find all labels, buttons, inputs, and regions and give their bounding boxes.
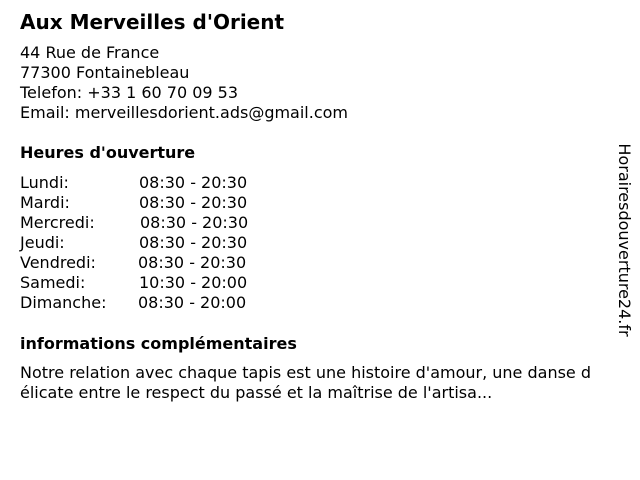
hours-row-thursday bbox=[20, 233, 600, 253]
day-label: Mardi: bbox=[20, 193, 70, 212]
phone-number: Telefon: +33 1 60 70 09 53 bbox=[20, 83, 239, 102]
time-range: 08:30 - 20:30 bbox=[140, 213, 249, 232]
day-label: Vendredi: bbox=[20, 253, 96, 272]
time-range: 08:30 - 20:30 bbox=[139, 193, 248, 212]
info-description: Notre relation avec chaque tapis est une histoire d'amour, une danse délicate entre le respect du passé et la maîtrise de l'artisa... bbox=[20, 363, 592, 402]
day-label: Lundi: bbox=[20, 173, 69, 192]
business-name: Aux Merveilles d'Orient bbox=[20, 10, 285, 34]
time-range: 08:30 - 20:00 bbox=[138, 293, 247, 312]
day-label: Jeudi: bbox=[20, 233, 65, 252]
contact-block bbox=[20, 43, 600, 123]
hours-row-saturday bbox=[20, 273, 600, 293]
hours-heading: Heures d'ouverture bbox=[20, 143, 196, 162]
day-label: Dimanche: bbox=[20, 293, 107, 312]
time-range: 08:30 - 20:30 bbox=[138, 253, 247, 272]
business-card bbox=[20, 8, 600, 403]
hours-row-wednesday bbox=[20, 213, 600, 233]
email-address: Email: merveillesdorient.ads@gmail.com bbox=[20, 103, 349, 122]
brand-watermark: Horairesdouverture24.fr bbox=[615, 143, 634, 337]
address-city: 77300 Fontainebleau bbox=[20, 63, 190, 82]
address-street: 44 Rue de France bbox=[20, 43, 160, 62]
day-label: Samedi: bbox=[20, 273, 86, 292]
hours-row-friday bbox=[20, 253, 600, 273]
time-range: 10:30 - 20:00 bbox=[139, 273, 248, 292]
hours-row-monday bbox=[20, 173, 600, 193]
hours-table bbox=[20, 173, 600, 313]
day-label: Mercredi: bbox=[20, 213, 95, 232]
info-heading: informations complémentaires bbox=[20, 334, 297, 353]
hours-row-sunday bbox=[20, 293, 600, 313]
time-range: 08:30 - 20:30 bbox=[139, 233, 248, 252]
hours-row-tuesday bbox=[20, 193, 600, 213]
time-range: 08:30 - 20:30 bbox=[139, 173, 248, 192]
